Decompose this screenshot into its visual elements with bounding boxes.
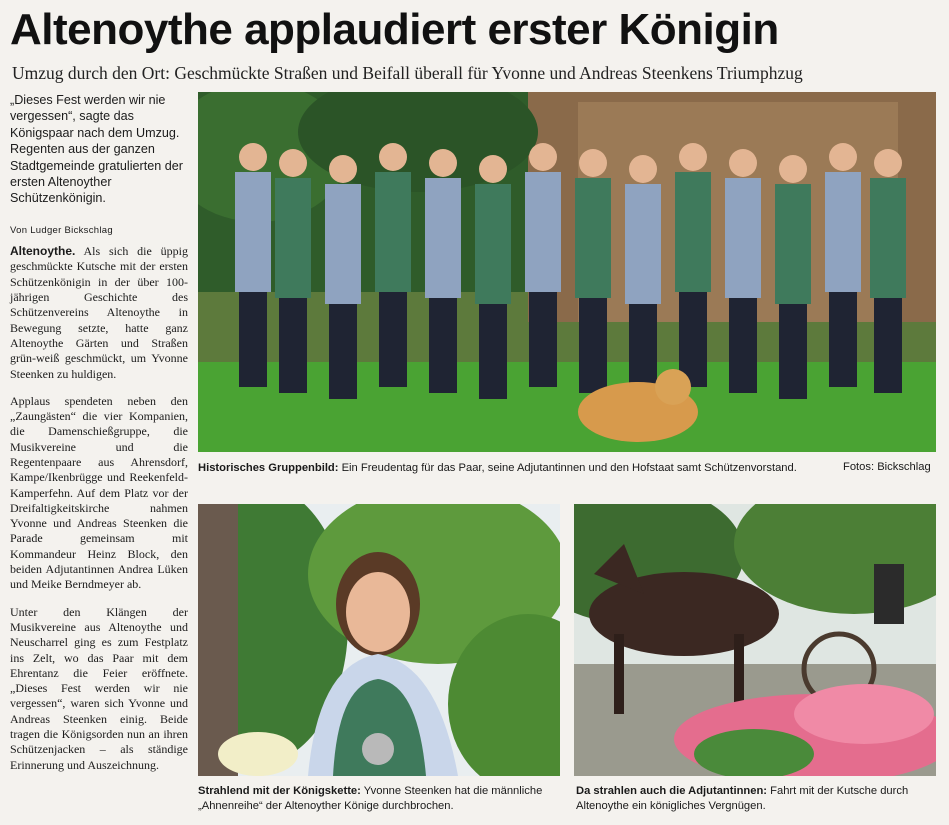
carriage-photo	[574, 504, 936, 776]
group-photo	[198, 92, 936, 452]
body-paragraph-3: Unter den Klängen der Musikvereine aus Altenoythe und Neuscharrel ging es zum Festplatz ins Zelt, wo das Paar mit dem Ehrentanz die Feier eröffnete. „Dieses Fest werden wir nie vergessen“, waren sich Yvonne und Andreas Steenken einig. Beide tragen die Königsorden nun an ihren Schützenjacken – als ständige Erinnerung und Auszeichnung.	[10, 604, 188, 772]
group-caption-lead: Historisches Gruppenbild:	[198, 462, 339, 474]
carriage-caption	[576, 784, 941, 814]
subheadline: Umzug durch den Ort: Geschmückte Straßen und Beifall überall für Yvonne und Andreas Steenkens Triumphzug	[12, 63, 803, 83]
carriage-caption-text: Fahrt mit der Kutsche durch Altenoythe ein königliches Vergnügen.	[576, 785, 909, 812]
photo-credit: Fotos: Bickschlag	[843, 461, 931, 473]
byline: Von Ludger Bickschlag	[10, 224, 113, 236]
dateline: Altenoythe.	[10, 244, 76, 259]
body-paragraph-1	[10, 244, 188, 382]
group-caption	[198, 461, 838, 476]
body-text-1: Als sich die üppig geschmückte Kutsche mit der ersten Schützenkönigin in der über 100-jährigen Geschichte des Schützenvereins Altenoythe in Bewegung setzte, hatte ganz Altenoythe Gärten und Straßen grün-weiß geschmückt, um Yvonne Steenken zu huldigen.	[10, 244, 188, 381]
queen-caption-text: Yvonne Steenken hat die männliche „Ahnenreihe“ der Altenoyther Könige durchbrochen.	[198, 785, 543, 812]
queen-photo	[198, 504, 560, 776]
queen-caption-lead: Strahlend mit der Königskette:	[198, 785, 361, 797]
queen-caption	[198, 784, 568, 814]
group-caption-text: Ein Freudentag für das Paar, seine Adjutantinnen und den Hofstaat samt Schützenvorstand.	[338, 462, 797, 474]
intro-paragraph: „Dieses Fest werden wir nie vergessen“, sagte das Königspaar nach dem Umzug. Regenten aus der ganzen Stadtgemeinde gratulierten der ersten Altenoyther Schützenkönigin.	[10, 93, 183, 206]
body-paragraph-2: Applaus spendeten neben den „Zaungästen“ die vier Kompanien, die Damenschießgruppe, die Musikvereine und die Regentenpaare aus Ahrensdorf, Kampe/Ikenbrügge und Reekenfeld-Kamperfehn. Auf dem Platz vor der Dreifaltigkeitskirche nahmen Yvonne und Andreas Steenken die Parade gemeinsam mit Kommandeur Heinz Block, den beiden Adjutantinnen Andrea Lüken und Meike Berndmeyer ab.	[10, 393, 188, 592]
headline: Altenoythe applaudiert erster Königin	[10, 5, 779, 54]
article-column	[10, 92, 188, 785]
carriage-caption-lead: Da strahlen auch die Adjutantinnen:	[576, 785, 768, 797]
